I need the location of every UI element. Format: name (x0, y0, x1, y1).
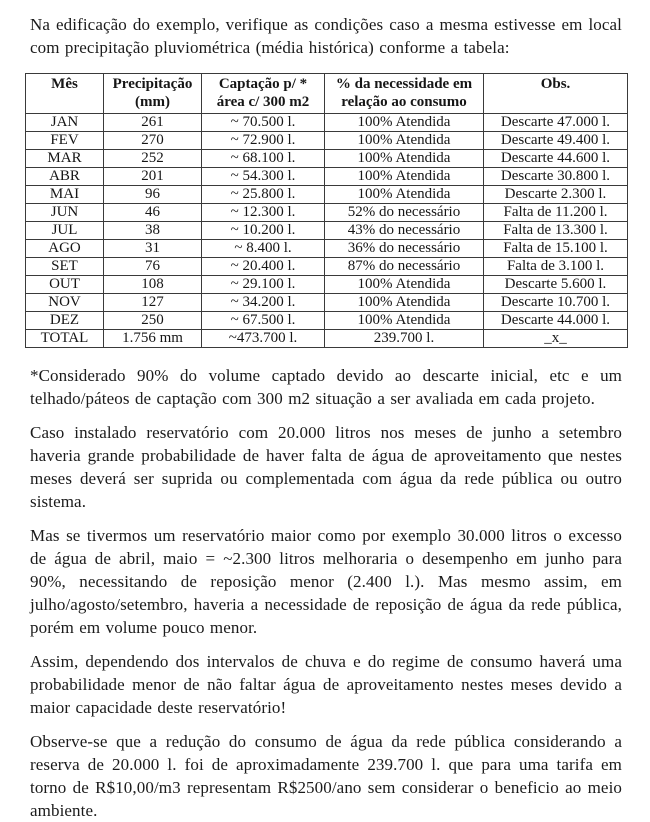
precipitation-cell: 1.756 mm (104, 330, 202, 348)
footnote-paragraph: *Considerado 90% do volume captado devido ao descarte inicial, etc e um telhado/páteos de captação com 300 m2 situação a ser avaliada em cada projeto. (30, 366, 622, 408)
obs-cell: Falta de 13.300 l. (484, 222, 628, 240)
paragraph-reservoir-20000: Caso instalado reservatório com 20.000 litros nos meses de junho a setembro haveria grande probabilidade de haver falta de água de aproveitamento que nestes meses deverá ser suprida ou complementada com água da rede pública ou outro sistema. (30, 423, 622, 511)
captation-cell: ~ 20.400 l. (202, 258, 325, 276)
need-cell: 100% Atendida (325, 132, 484, 150)
captation-cell: ~ 10.200 l. (202, 222, 325, 240)
table-header-row (26, 74, 628, 114)
obs-cell: Falta de 11.200 l. (484, 204, 628, 222)
month-cell: MAI (26, 186, 104, 204)
table-row (26, 168, 628, 186)
table-row (26, 114, 628, 132)
table-row (26, 312, 628, 330)
obs-cell: Descarte 44.600 l. (484, 150, 628, 168)
precipitation-cell: 96 (104, 186, 202, 204)
table-row (26, 222, 628, 240)
need-cell: 36% do necessário (325, 240, 484, 258)
captation-cell: ~ 72.900 l. (202, 132, 325, 150)
captation-cell: ~ 68.100 l. (202, 150, 325, 168)
header-label: Captação p/ * (218, 76, 308, 92)
month-cell: ABR (26, 168, 104, 186)
need-cell: 52% do necessário (325, 204, 484, 222)
captation-cell: ~473.700 l. (202, 330, 325, 348)
table-total-row (26, 330, 628, 348)
precipitation-cell: 31 (104, 240, 202, 258)
month-cell: TOTAL (26, 330, 104, 348)
obs-cell: Descarte 30.800 l. (484, 168, 628, 186)
table-row (26, 294, 628, 312)
header-label: Obs. (540, 76, 571, 92)
table-row (26, 240, 628, 258)
header-label: área c/ 300 m2 (216, 94, 310, 110)
captation-cell: ~ 70.500 l. (202, 114, 325, 132)
obs-cell: Descarte 2.300 l. (484, 186, 628, 204)
month-cell: JUL (26, 222, 104, 240)
need-cell: 100% Atendida (325, 294, 484, 312)
need-cell: 100% Atendida (325, 312, 484, 330)
table-row (26, 276, 628, 294)
paragraph-probability: Assim, dependendo dos intervalos de chuva e do regime de consumo haverá uma probabilidade menor de não faltar água de aproveitamento nestes meses devido a maior capacidade deste reservatório! (30, 652, 622, 717)
col-header-need-percentage (325, 74, 484, 114)
obs-cell: Descarte 10.700 l. (484, 294, 628, 312)
header-label: Precipitação (112, 76, 193, 92)
need-cell: 43% do necessário (325, 222, 484, 240)
captation-cell: ~ 29.100 l. (202, 276, 325, 294)
table-row (26, 258, 628, 276)
need-cell: 87% do necessário (325, 258, 484, 276)
month-cell: JAN (26, 114, 104, 132)
precipitation-cell: 46 (104, 204, 202, 222)
precipitation-cell: 108 (104, 276, 202, 294)
month-cell: DEZ (26, 312, 104, 330)
precipitation-table (25, 73, 628, 348)
col-header-month (26, 74, 104, 114)
captation-cell: ~ 12.300 l. (202, 204, 325, 222)
month-cell: FEV (26, 132, 104, 150)
obs-cell: Descarte 47.000 l. (484, 114, 628, 132)
paragraph-reservoir-30000: Mas se tivermos um reservatório maior como por exemplo 30.000 litros o excesso de água de abril, maio = ~2.300 litros melhoraria o desempenho em junho para 90%, necessitando de reposição menor (2.400 l.). Mas mesmo assim, em julho/agosto/setembro, haveria a necessidade de reposição de água da rede pública, porém em volume pouco menor. (30, 526, 622, 637)
month-cell: AGO (26, 240, 104, 258)
table-row (26, 150, 628, 168)
intro-paragraph: Na edificação do exemplo, verifique as condições caso a mesma estivesse em local com precipitação pluviométrica (média histórica) conforme a tabela: (30, 15, 622, 57)
precipitation-cell: 76 (104, 258, 202, 276)
col-header-captation (202, 74, 325, 114)
month-cell: MAR (26, 150, 104, 168)
month-cell: NOV (26, 294, 104, 312)
precipitation-cell: 252 (104, 150, 202, 168)
captation-cell: ~ 25.800 l. (202, 186, 325, 204)
header-label: % da necessidade em (335, 76, 473, 92)
precipitation-cell: 38 (104, 222, 202, 240)
precipitation-cell: 201 (104, 168, 202, 186)
need-cell: 100% Atendida (325, 114, 484, 132)
need-cell: 100% Atendida (325, 168, 484, 186)
obs-cell: Descarte 44.000 l. (484, 312, 628, 330)
header-label: (mm) (135, 94, 170, 110)
month-cell: SET (26, 258, 104, 276)
table-row (26, 204, 628, 222)
need-cell: 239.700 l. (325, 330, 484, 348)
table-row (26, 186, 628, 204)
month-cell: OUT (26, 276, 104, 294)
precipitation-cell: 250 (104, 312, 202, 330)
month-cell: JUN (26, 204, 104, 222)
obs-cell: Falta de 15.100 l. (484, 240, 628, 258)
header-label: relação ao consumo (341, 94, 467, 110)
need-cell: 100% Atendida (325, 186, 484, 204)
captation-cell: ~ 8.400 l. (202, 240, 325, 258)
precipitation-cell: 261 (104, 114, 202, 132)
table-row (26, 132, 628, 150)
header-label: Mês (51, 76, 78, 92)
col-header-obs (484, 74, 628, 114)
obs-cell: Descarte 49.400 l. (484, 132, 628, 150)
need-cell: 100% Atendida (325, 150, 484, 168)
col-header-precipitation (104, 74, 202, 114)
obs-cell: _x_ (484, 330, 628, 348)
precipitation-cell: 270 (104, 132, 202, 150)
captation-cell: ~ 54.300 l. (202, 168, 325, 186)
precipitation-cell: 127 (104, 294, 202, 312)
paragraph-savings: Observe-se que a redução do consumo de água da rede pública considerando a reserva de 20.000 l. foi de aproximadamente 239.700 l. que para uma tarifa em torno de R$10,00/m3 representam R$2500/ano sem considerar o beneficio ao meio ambiente. (30, 732, 622, 820)
captation-cell: ~ 67.500 l. (202, 312, 325, 330)
obs-cell: Descarte 5.600 l. (484, 276, 628, 294)
obs-cell: Falta de 3.100 l. (484, 258, 628, 276)
captation-cell: ~ 34.200 l. (202, 294, 325, 312)
need-cell: 100% Atendida (325, 276, 484, 294)
